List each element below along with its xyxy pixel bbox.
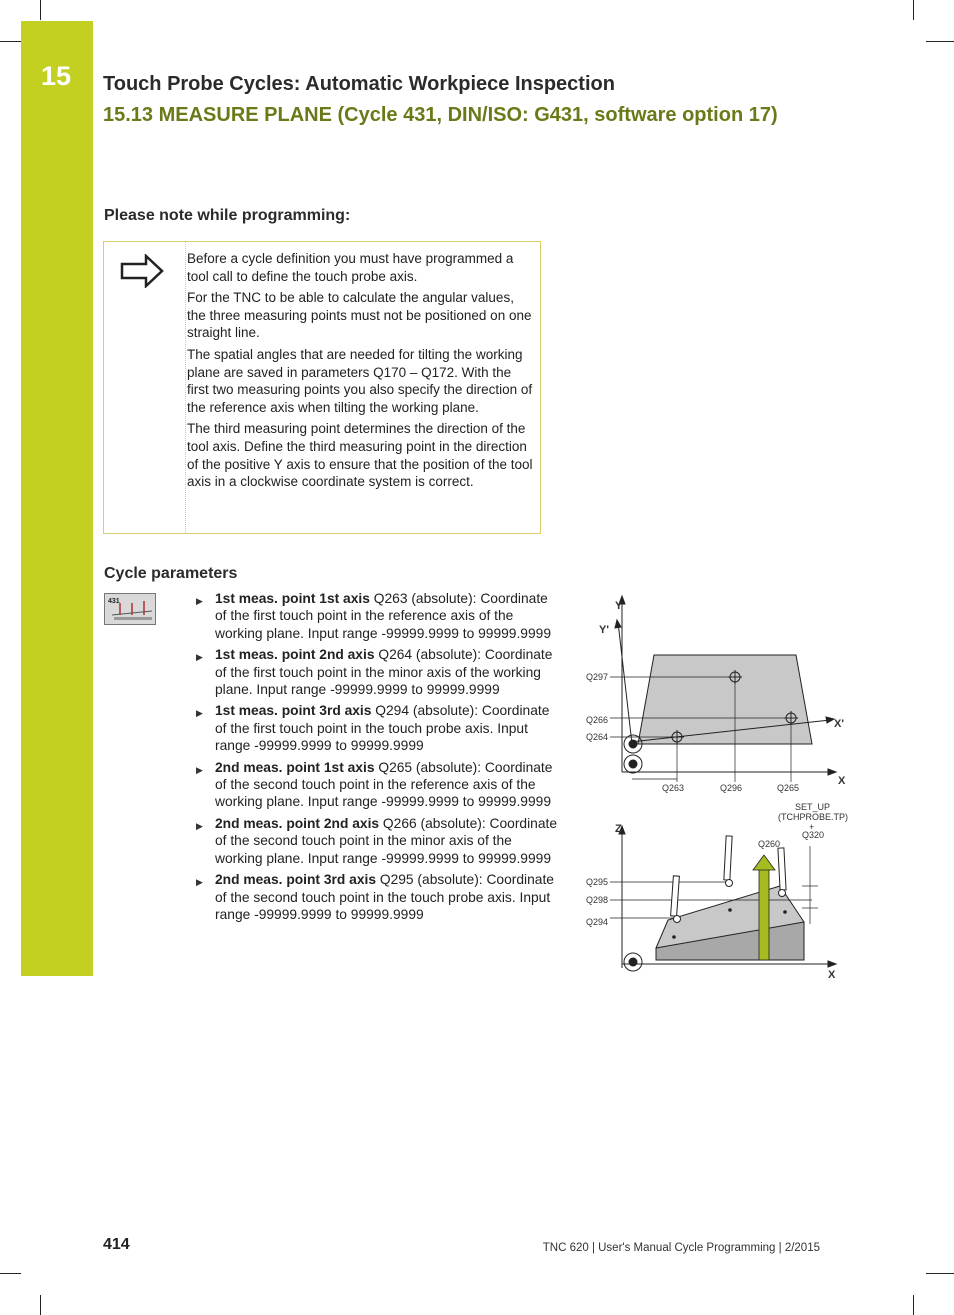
note-text <box>187 250 535 495</box>
q296-label: Q296 <box>720 783 743 793</box>
param-q265: ▶ 2nd meas. point 1st axis Q265 (absolute): Coordinate of the second touch point in the reference axis of the working plane. Input range -99999.9999 to 99999.9999 <box>196 759 553 810</box>
crop-mark <box>0 1273 21 1274</box>
crop-mark <box>40 0 41 20</box>
softkey-label: 431 <box>108 598 120 605</box>
q266-label: Q266 <box>586 715 609 725</box>
setup-label: SET_UP <box>795 802 831 812</box>
note-paragraph: The third measuring point determines the direction of the tool axis. Define the third measuring point in the direction of the positive Y axis to ensure that the position of the tool axis in a clockwise coordinate system is correct. <box>187 421 533 490</box>
cycle-heading: Cycle parameters <box>104 565 238 582</box>
axis-y-label: Y <box>615 600 623 612</box>
q263-label: Q263 <box>662 783 685 793</box>
q264-label: Q264 <box>586 732 609 742</box>
param-q264: ▶ 1st meas. point 2nd axis Q264 (absolute): Coordinate of the first touch point in the minor axis of the working plane. Input range -99999.9999 to 99999.9999 <box>196 647 553 698</box>
note-paragraph: The spatial angles that are needed for tilting the working plane are saved in parameters Q170 – Q172. With the first two measuring points you also specify the direction of the reference axis when tilting the working plane. <box>187 346 533 415</box>
param-q266: ▶ 2nd meas. point 2nd axis Q266 (absolute): Coordinate of the second touch point in the minor axis of the working plane. Input range -99999.9999 to 99999.9999 <box>196 815 558 866</box>
note-paragraph: Before a cycle definition you must have programmed a tool call to define the touch probe axis. <box>187 251 514 284</box>
note-paragraph: For the TNC to be able to calculate the angular values, the three measuring points must not be positioned on one straight line. <box>187 290 532 341</box>
axis-x-prime-label: X' <box>834 718 844 730</box>
param-q295: ▶ 2nd meas. point 3rd axis Q295 (absolute): Coordinate of the second touch point in the touch probe axis. Input range -99999.9999 to 99999.9999 <box>196 872 554 922</box>
axis-x-label: X <box>838 775 846 787</box>
top-view <box>610 596 836 782</box>
param-q294: ▶ 1st meas. point 3rd axis Q294 (absolute): Coordinate of the first touch point in the touch probe axis. Input range -99999.9999 to 99999.9999 <box>196 703 550 754</box>
crop-mark <box>40 1295 41 1315</box>
bullet-icon: ▶ <box>196 877 203 888</box>
param-q263: ▶ 1st meas. point 1st axis Q263 (absolute): Coordinate of the first touch point in the reference axis of the working plane. Input range -99999.9999 to 99999.9999 <box>196 591 551 641</box>
section-title: 15.13 MEASURE PLANE (Cycle 431, DIN/ISO: G431, software option 17) <box>103 104 778 126</box>
q294-label: Q294 <box>586 917 609 927</box>
q320-label: Q320 <box>802 830 825 840</box>
crop-mark <box>0 41 21 42</box>
notes-heading: Please note while programming: <box>104 207 351 224</box>
bullet-icon: ▶ <box>196 596 203 606</box>
cycle-431-softkey-icon <box>104 593 156 625</box>
tchprobe-label: (TCHPROBE.TP) <box>778 812 849 822</box>
bullet-icon: ▶ <box>196 764 203 775</box>
note-box <box>103 241 541 534</box>
parameter-list <box>196 590 558 927</box>
chapter-title: Touch Probe Cycles: Automatic Workpiece Inspection <box>103 73 615 95</box>
plus-label: + <box>809 822 815 832</box>
q295-label: Q295 <box>586 877 609 887</box>
bullet-icon: ▶ <box>196 708 203 719</box>
bullet-icon: ▶ <box>196 820 203 831</box>
bullet-icon: ▶ <box>196 652 203 663</box>
crop-mark <box>913 1295 914 1315</box>
crop-mark <box>926 41 954 42</box>
axis-x-label-side: X <box>828 969 836 981</box>
q297-label: Q297 <box>586 672 609 682</box>
axis-z-label: Z <box>615 823 622 835</box>
q260-label: Q260 <box>758 839 781 849</box>
crop-mark <box>913 0 914 20</box>
note-separator <box>185 242 186 533</box>
chapter-sidebar <box>21 21 93 976</box>
chapter-number: 15 <box>40 61 72 91</box>
axis-y-prime-label: Y' <box>599 624 609 636</box>
q298-label: Q298 <box>586 895 609 905</box>
side-view <box>610 826 836 971</box>
arrow-right-icon <box>120 254 164 288</box>
page-number: 414 <box>103 1236 130 1253</box>
footer-text: TNC 620 | User's Manual Cycle Programming | 2/2015 <box>542 1242 820 1254</box>
q265-label: Q265 <box>777 783 800 793</box>
measure-plane-diagram <box>582 594 857 986</box>
crop-mark <box>926 1273 954 1274</box>
